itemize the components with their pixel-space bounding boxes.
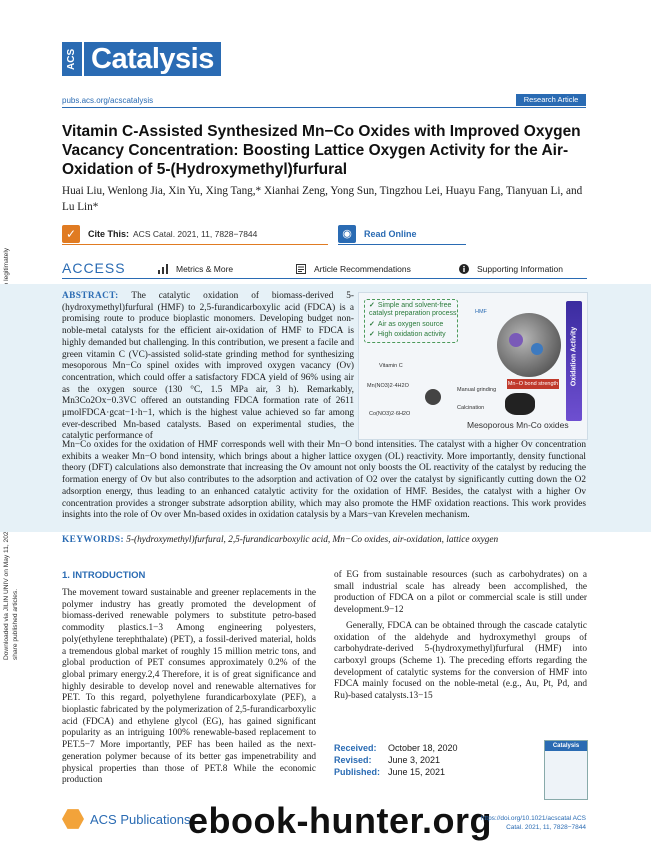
article-title: Vitamin C-Assisted Synthesized Mn−Co Oxides with Improved Oxygen Vacancy Concentration: Boosting Lattice Oxygen Activity for the Air-Oxidation of 5-(Hydroxymethyl)furfural: [62, 123, 581, 178]
cite-text: ACS Catal. 2021, 11, 7828−7844: [133, 229, 258, 239]
author-list: Huai Liu, Wenlong Jia, Xin Yu, Xing Tang,* Xianhai Zeng, Yong Sun, Tingzhou Lei, Huayu Fang, Tianyuan Li, and Lu Lin*: [62, 185, 583, 213]
header-divider: [62, 107, 586, 108]
keywords-text: 5-(hydroxymethyl)furfural, 2,5-furandicarboxylic acid, Mn−Co oxides, air-oxidation, lattice oxygen: [126, 535, 499, 545]
journal-url[interactable]: pubs.acs.org/acscatalysis: [62, 96, 154, 105]
abstract-label: ABSTRACT:: [62, 291, 119, 301]
info-icon: [459, 264, 469, 274]
cite-icon: ✓: [62, 225, 80, 243]
cite-label: Cite This:: [88, 229, 130, 239]
abstract-text-1: The catalytic oxidation of biomass-derived 5-(hydroxymethyl)furfural (HMF) to 2,5-furandicarboxylic acid (FDCA) is a promising route to produce bioplastic monomers. Developing budget non-noble-metal catalysts for the efficient air-oxidation of HMF to FDCA is highly demanded but challenging. In this contribution, we present a facile and green vitamin C (VC)-assisted solid-state grinding method for synthesizing mesoporous Mn−Co spinel oxides with improved oxygen vacancy (Ov) concentration, which could offer a satisfactory FDCA yield of 96% using air as the oxygen source (130 °C, 1.5 MPa air, 3 h). Remarkably, Mn3Co2Ox−0.3VC offered an outstanding FDCA formation rate of 2611 μmolFDCA·gcat−1·h−1, which is the highest value achieved so far among ever-described Mn-based catalysts. Based on experimental studies, the catalytic performance of: [62, 291, 355, 442]
watermark: ebook-hunter.org: [188, 800, 492, 841]
keywords-label: KEYWORDS:: [62, 535, 124, 545]
publisher-name: ACS Publications: [90, 811, 191, 827]
access-label: ACCESS: [62, 260, 126, 276]
published-date-row: Published: June 15, 2021: [334, 767, 446, 777]
feature-3: ✓ High oxidation activity: [369, 331, 446, 338]
abstract-part1: [62, 291, 354, 443]
metrics-label: Metrics & More: [176, 264, 234, 274]
co-salt-label: Co(NO3)2·6H2O: [369, 411, 411, 417]
feature-1: ✓ Simple and solvent-free catalyst preparation process: [369, 302, 457, 317]
grinding-label: Manual grinding: [457, 387, 497, 393]
article-type-badge: Research Article: [516, 94, 586, 106]
oxide-powder-icon: [505, 393, 535, 415]
supporting-info-label: Supporting Information: [477, 264, 563, 274]
publisher-logo[interactable]: [62, 808, 190, 830]
acs-hexagon-icon: [62, 808, 84, 830]
journal-logo[interactable]: [62, 40, 221, 78]
intro-left-column: The movement toward sustainable and greener replacements in the polymer industry has greatly promoted the development of biomass-derived renewable polymers to substitute petro-based commodity plastics.1−3 Among engineering polyesters, poly(ethylene terephthalate) (PET), a fossil-derived material, holds a tremendous global market of roughly 15 million metric tons, and global production of PET consumes approximately 0.2% of the global primary energy.2,4 Therefore, it is of great significance and highly desirable to develop novel and renewable alternatives for PET. To this regard, polyethylene furandicarboxylate (PEF), a bioplastic fabricated by the polymerization of 2,5-furandicarboxylic acid (FDCA) and ethylene glycol (EG), has gained significant popularity as an intriguing 100% renewable-based replacement to PET.5−7 More importantly, PEF has been hailed as the next-generation polymer because of its better gas impenetrability and physical properties than those of PET.8 While the economic production: [62, 588, 316, 786]
toc-graphic: [358, 292, 588, 440]
intro-right-column: [334, 570, 587, 703]
keywords: [62, 534, 586, 546]
journal-name: Catalysis: [84, 42, 221, 76]
metrics-link[interactable]: [158, 264, 233, 274]
acs-mark: ACS: [62, 42, 82, 76]
supporting-info-link[interactable]: [459, 264, 563, 274]
access-bar: [62, 262, 587, 279]
intro-paragraph-1: of EG from sustainable resources (such as carbohydrates) on a small industrial scale has already been accomplished, the production of FDCA on a pilot or commercial scale is still under development.9−12: [334, 570, 587, 616]
download-notice-text: Downloaded via JILIN UNIV on May 11, 2024 legitimately share published articles.: [3, 247, 19, 660]
mortar-icon: [425, 389, 441, 405]
bond-strength-label: Mn−O bond strength: [507, 381, 559, 387]
journal-cover-thumbnail[interactable]: [544, 740, 588, 800]
intro-paragraph-2: Generally, FDCA can be obtained through the cascade catalytic oxidation of the aldehyde and hydroxymethyl groups of carbohydrate-derived 5-(hydroxymethyl)furfural (HMF) into carboxyl groups (Scheme 1). The preceding efforts regarding the development of catalytic systems for the conversion of HMF into FDCA mainly focused on the noble-metal (e.g., Au, Pt, Pd, and Ru)-based catalysts.13−15: [334, 620, 587, 702]
hmf-label: HMF: [475, 309, 487, 315]
abstract-part2: Mn−Co oxides for the oxidation of HMF corresponds well with their Mn−O bond intensities. The catalyst with a higher Ov concentration exhibits a weaker Mn−O bond intensity, which brings about a higher lattice oxygen (OL) reactivity. More importantly, density functional theory (DFT) calculations also demonstrate that increasing the Ov amount not only boosts the OL reactivity of the catalyst by reducing the formation energy of Ov but also contributes to the adsorption and activation of O2 over the catalyst by significantly cutting down the O2 adsorption energy, thus leading to an enhanced catalytic activity for the oxidation of HMF. Besides, the catalyst with a higher Ov concentration provides a stronger substrate adsorption ability, which may also promote the HMF oxidation reactions. This work provides insights into the role of Ov over Mn-based oxides in oxidation catalysis by a Mars−van Krevelen mechanism.: [62, 440, 586, 521]
vitamin-c-label: Vitamin C: [379, 363, 403, 369]
vacancy-mark: [509, 333, 523, 347]
cite-this-button[interactable]: [62, 224, 328, 245]
mn-salt-label: Mn(NO3)2·4H2O: [367, 383, 409, 389]
read-online-icon: ◉: [338, 225, 356, 243]
feature-2: ✓ Air as oxygen source: [369, 321, 444, 328]
document-icon: [296, 264, 306, 274]
calcination-label: Calcination: [457, 405, 485, 411]
recommendations-link[interactable]: [296, 264, 411, 274]
recommendations-label: Article Recommendations: [314, 264, 411, 274]
vacancy-mark: [531, 343, 543, 355]
footer-citation[interactable]: https://doi.org/10.1021/acscatal ACS Catal. 2021, 11, 7828−7844: [480, 815, 586, 831]
received-date-row: Received: October 18, 2020: [334, 743, 458, 753]
read-online-button[interactable]: [338, 224, 466, 245]
activity-arrow-label: Oxidation Activity: [570, 326, 578, 387]
activity-arrow: [566, 301, 582, 421]
revised-date-row: Revised: June 3, 2021: [334, 755, 441, 765]
cover-title: Catalysis: [545, 741, 587, 751]
catalyst-sphere: [497, 313, 561, 377]
read-online-label: Read Online: [364, 229, 417, 239]
section-heading-introduction: 1. INTRODUCTION: [62, 570, 146, 581]
bar-chart-icon: [158, 264, 168, 274]
toc-caption: Mesoporous Mn-Co oxides: [467, 420, 569, 430]
article-dates: [334, 742, 534, 778]
